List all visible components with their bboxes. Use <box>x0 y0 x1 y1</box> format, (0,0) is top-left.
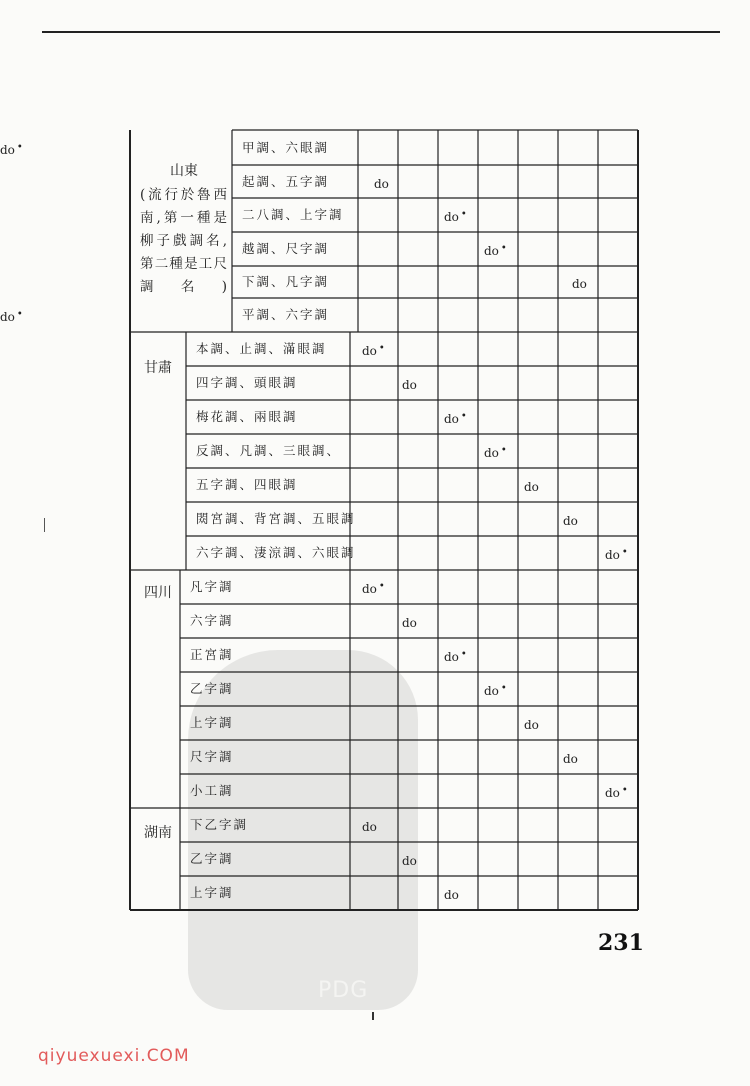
page-number: 231 <box>598 930 644 956</box>
do-marker <box>572 276 587 292</box>
mode-label: 平調、六字調 <box>242 307 330 322</box>
do-marker <box>563 513 578 529</box>
do-marker <box>0 309 23 327</box>
do-marker <box>484 445 507 463</box>
octave-dot: • <box>16 141 23 153</box>
seal-watermark-text: PDG <box>318 978 369 1003</box>
do-marker <box>374 176 389 192</box>
do-label: do <box>563 514 578 528</box>
do-label: do <box>572 277 587 291</box>
mode-label: 四字調、頭眼調 <box>196 375 298 390</box>
region-shandong-name: 山東 <box>170 163 198 179</box>
do-marker <box>484 243 507 261</box>
do-marker <box>524 717 539 733</box>
mode-label: 乙字調 <box>190 851 234 866</box>
do-marker <box>524 479 539 495</box>
mode-label: 起調、五字調 <box>242 173 330 189</box>
do-marker <box>444 887 459 903</box>
footer-watermark: qiyuexuexi.COM <box>38 1046 190 1066</box>
do-marker <box>444 411 467 429</box>
do-marker <box>444 649 467 667</box>
do-label: do <box>0 142 15 157</box>
do-label: do <box>524 480 539 494</box>
do-label: do <box>402 616 417 630</box>
octave-dot: • <box>621 785 628 796</box>
mode-label: 上字調 <box>190 885 234 900</box>
octave-dot: • <box>621 547 628 558</box>
do-label: do <box>563 752 578 766</box>
do-label: do <box>484 684 499 698</box>
mode-label: 甲調、六眼調 <box>242 139 330 155</box>
do-label: do <box>402 854 417 868</box>
do-label: do <box>374 176 389 191</box>
do-label: do <box>484 446 499 460</box>
do-label: do <box>444 210 459 224</box>
octave-dot: • <box>460 209 467 220</box>
do-marker <box>605 785 628 803</box>
mode-label: 閦宮調、背宮調、五眼調 <box>196 511 356 526</box>
mode-label: 梅花調、兩眼調 <box>196 409 298 424</box>
do-label: do <box>362 820 377 834</box>
region-shandong <box>140 160 228 299</box>
mode-label: 乙字調 <box>190 681 234 696</box>
region-hunan: 湖南 <box>144 825 172 841</box>
do-label: do <box>362 582 377 596</box>
octave-dot: • <box>378 581 385 592</box>
do-label: do <box>444 650 459 664</box>
octave-dot: • <box>378 343 385 354</box>
mode-label: 小工調 <box>190 783 234 798</box>
do-label: do <box>524 718 539 732</box>
do-label: do <box>484 244 499 258</box>
do-marker <box>563 751 578 767</box>
mode-label: 尺字調 <box>190 749 234 764</box>
octave-dot: • <box>500 683 507 694</box>
do-marker <box>605 547 628 565</box>
do-marker <box>0 142 23 160</box>
mode-label: 五字調、四眼調 <box>196 477 298 492</box>
mode-label: 六字調、淒涼調、六眼調 <box>196 545 356 560</box>
mode-label: 下乙字調 <box>190 817 249 832</box>
mode-label: 本調、止調、滿眼調 <box>196 341 327 356</box>
do-marker <box>484 683 507 701</box>
bottom-mark <box>372 1012 374 1020</box>
do-marker <box>402 615 417 631</box>
do-label: do <box>605 786 620 800</box>
mode-label: 下調、凡字調 <box>242 274 330 289</box>
octave-dot: • <box>460 411 467 422</box>
do-marker <box>444 209 467 227</box>
mode-label: 反調、凡調、三眼調、 <box>196 443 342 458</box>
do-marker <box>362 343 385 361</box>
do-label: do <box>402 378 417 392</box>
do-label: do <box>444 888 459 902</box>
mode-label: 二八調、上字調 <box>242 207 344 222</box>
do-label: do <box>605 548 620 562</box>
mode-label: 凡字調 <box>190 579 234 594</box>
do-marker <box>402 377 417 393</box>
do-label: do <box>444 412 459 426</box>
do-label: do <box>362 344 377 358</box>
mode-label: 正宮調 <box>190 647 234 662</box>
region-sichuan: 四川 <box>144 585 172 601</box>
mode-label: 上字調 <box>190 715 234 730</box>
region-shandong-note: (流行於魯西南,第一種是柳子戲調名,第二種是工尺調名) <box>140 187 228 295</box>
do-marker <box>362 581 385 599</box>
do-marker <box>402 853 417 869</box>
do-marker <box>362 819 377 835</box>
mode-label: 越調、尺字調 <box>242 241 330 256</box>
octave-dot: • <box>16 309 23 320</box>
do-label: do <box>0 310 15 324</box>
mode-label: 六字調 <box>190 613 234 628</box>
octave-dot: • <box>500 243 507 254</box>
region-gansu: 甘肅 <box>144 360 172 376</box>
octave-dot: • <box>460 649 467 660</box>
octave-dot: • <box>500 445 507 456</box>
